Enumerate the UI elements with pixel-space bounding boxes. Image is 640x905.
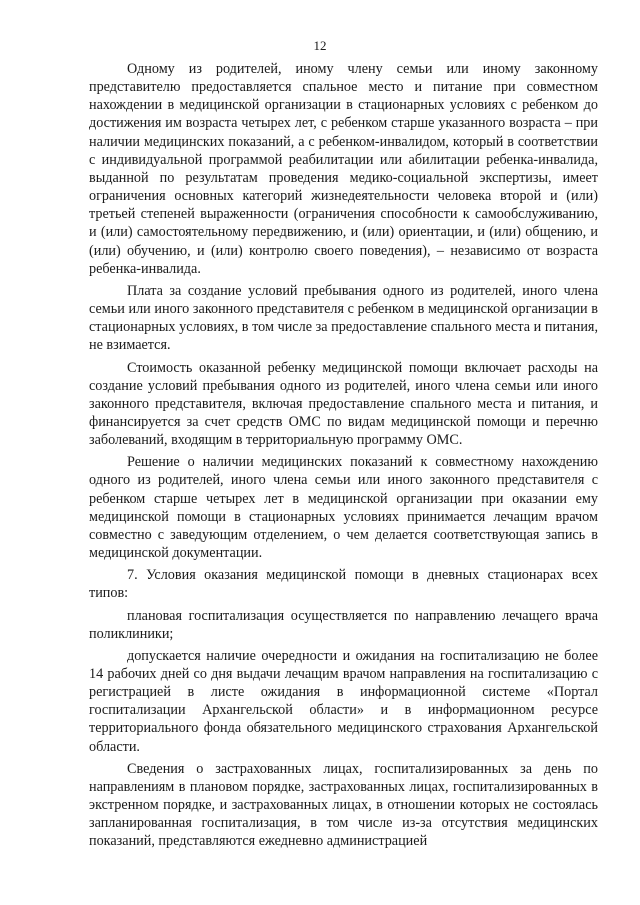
paragraph: Сведения о застрахованных лицах, госпитализированных за день по направлениям в плановом порядке, застрахованных лицах, госпитализированных в экстренном порядке, и застрахованных лицах, в отношении которых не состоялась запланированная госпитализация, в том числе из-за отсутствия медицинских показаний, представляются ежедневно администрацией — [89, 760, 598, 850]
paragraph: допускается наличие очередности и ожидания на госпитализацию не более 14 рабочих дней со дня выдачи лечащим врачом направления на госпитализацию с регистрацией в листе ожидания в информационной системе «Портал госпитализации Архангельской области» и в информационном ресурсе территориального фонда обязательного медицинского страхования Архангельской области. — [89, 647, 598, 755]
paragraph: Плата за создание условий пребывания одного из родителей, иного члена семьи или иного законного представителя с ребенком в медицинской организации в стационарных условиях, в том числе за предоставление спального места и питания, не взимается. — [89, 282, 598, 354]
paragraph: Решение о наличии медицинских показаний к совместному нахождению одного из родителей, иного члена семьи или иного законного представителя с ребенком старше четырех лет в медицинской организации при оказании ему медицинской помощи в стационарных условиях принимается лечащим врачом совместно с заведующим отделением, о чем делается соответствующая запись в медицинской документации. — [89, 454, 598, 562]
document-body — [89, 60, 598, 855]
page-number: 12 — [313, 38, 327, 53]
paragraph: Одному из родителей, иному члену семьи или иному законному представителю предоставляется спальное место и питание при совместном нахождении в медицинской организации в стационарных условиях с ребенком до достижения им возраста четырех лет, с ребенком старше указанного возраста – при наличии медицинских показаний, а с ребенком-инвалидом, который в соответствии с индивидуальной программой реабилитации или абилитации ребенка-инвалида, выданной по результатам проведения медико-социальной экспертизы, имеет ограничения основных категорий жизнедеятельности человека второй и (или) третьей степеней выраженности (ограничения способности к самообслуживанию, и (или) самостоятельному передвижению, и (или) ориентации, и (или) общению, и (или) обучению, и (или) контролю своего поведения), – независимо от возраста ребенка-инвалида. — [89, 61, 598, 277]
paragraph: Стоимость оказанной ребенку медицинской помощи включает расходы на создание условий пребывания одного из родителей, иного члена семьи или иного законного представителя, включая предоставление спального места и питания, и финансируется за счет средств ОМС по видам медицинской помощи и перечню заболеваний, входящим в территориальную программу ОМС. — [89, 359, 598, 449]
section-heading-paragraph: 7. Условия оказания медицинской помощи в дневных стационарах всех типов: — [89, 567, 598, 602]
paragraph: плановая госпитализация осуществляется по направлению лечащего врача поликлиники; — [89, 607, 598, 642]
